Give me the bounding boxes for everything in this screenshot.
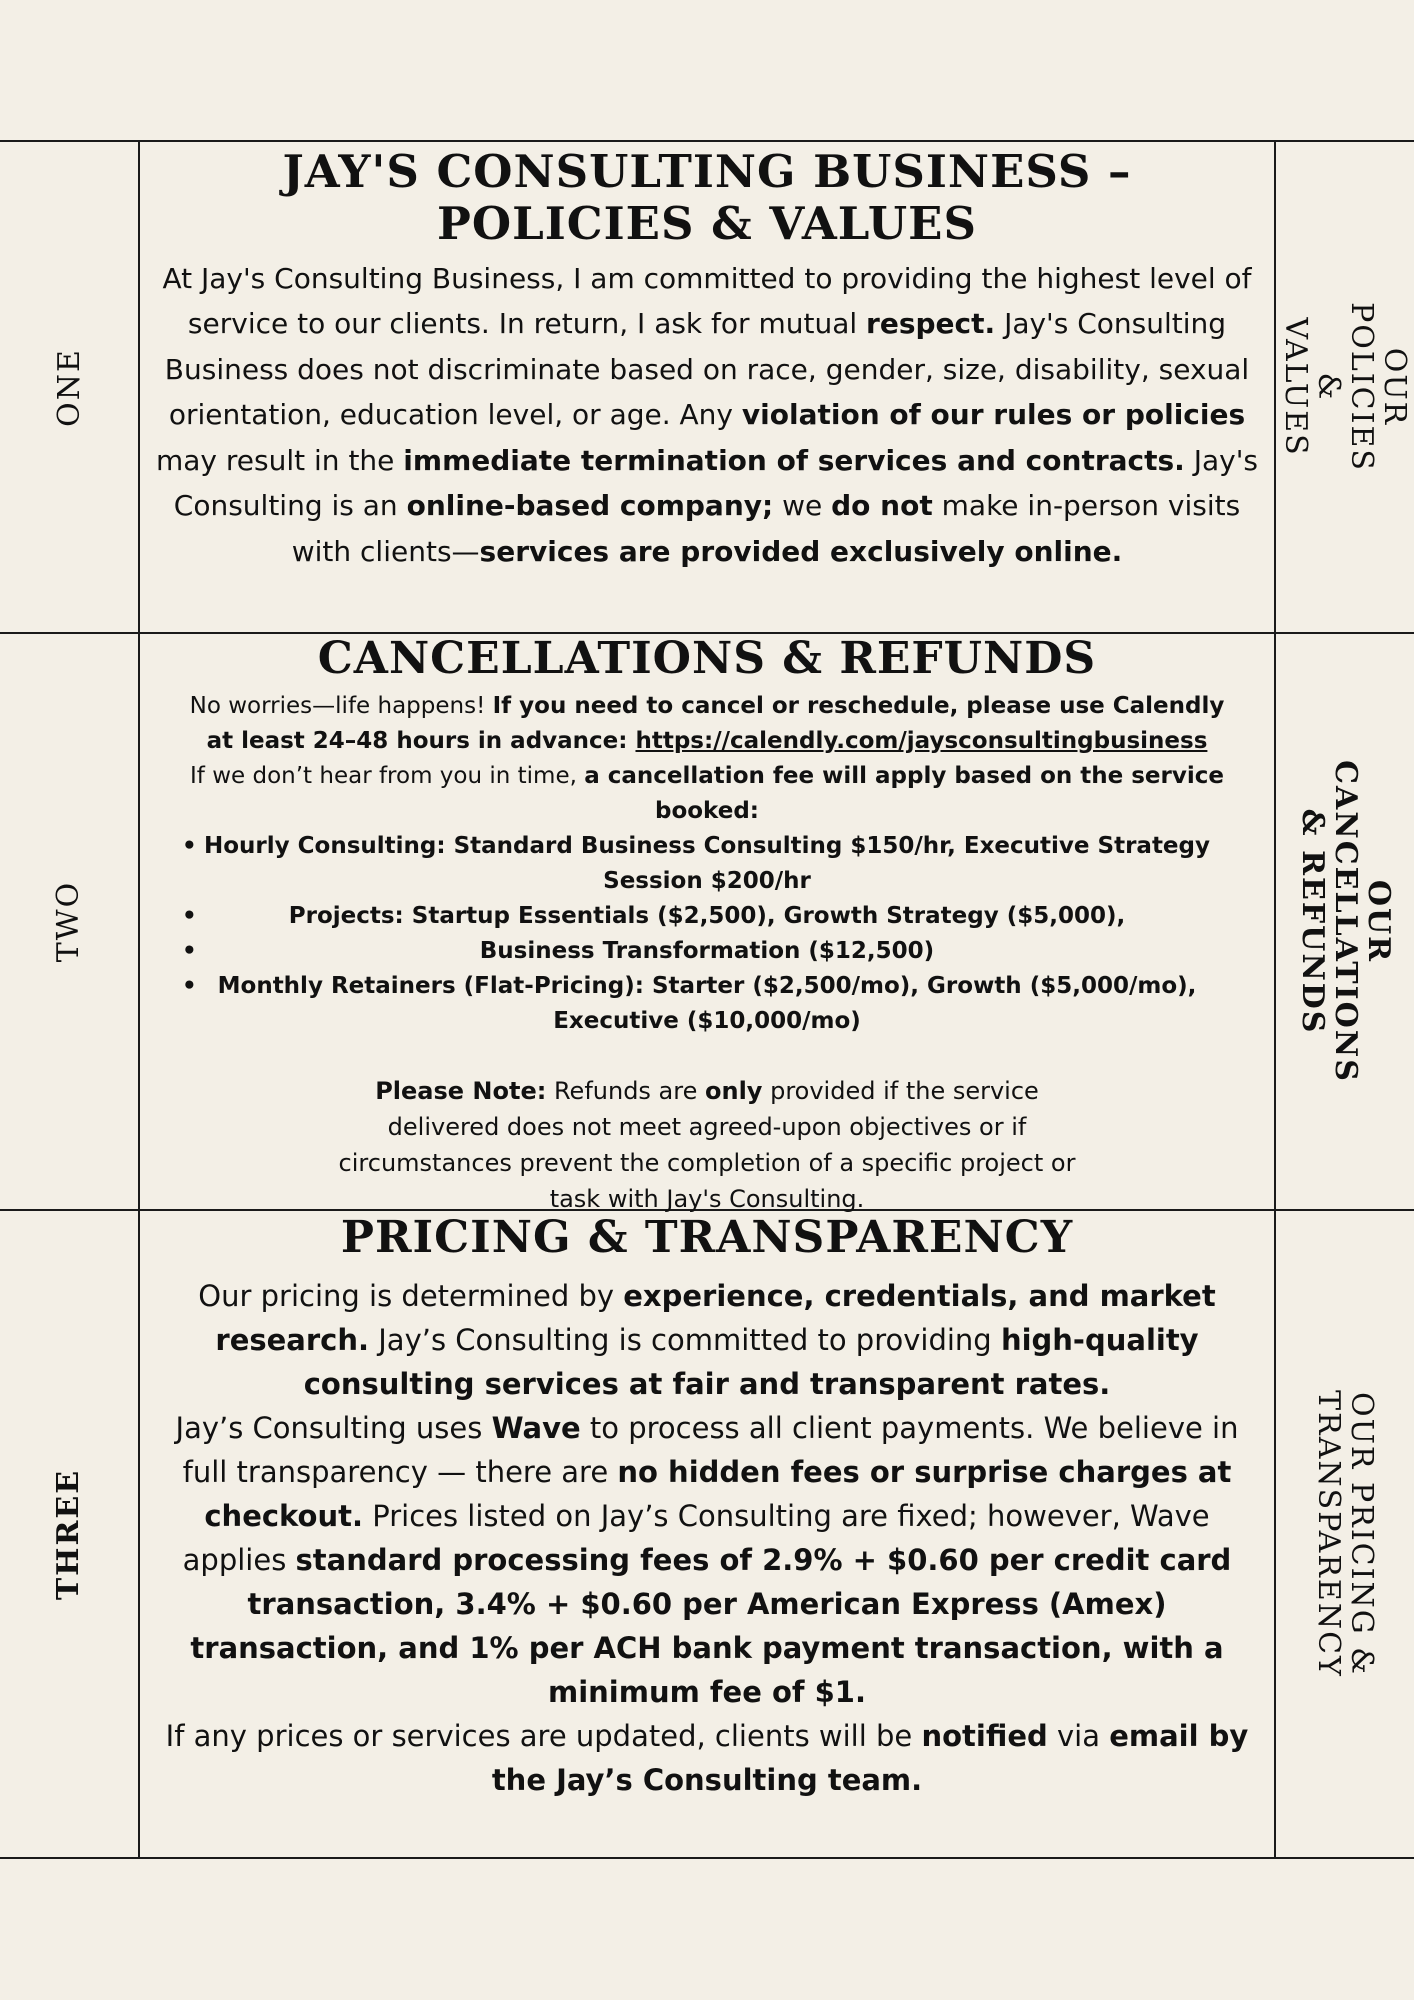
list-item: • Hourly Consulting: Standard Business Consulting $150/hr, Executive Strategy Session $200/hr — [182, 829, 1232, 899]
pricing-paragraph-2: Jay’s Consulting uses Wave to process all client payments. We believe in full transparency — there are no hidden fees or surprise charges at checkout. Prices listed on Jay’s Consulting are fixed; however, Wave applies standard processing fees of 2.9% + $0.60 per credit card transaction, 3.4% + $0.60 per American Express (Amex) transaction, and 1% per ACH bank payment transaction, with a minimum fee of $1. — [175, 1410, 1239, 1709]
list-item: • Monthly Retainers (Flat-Pricing): Starter ($2,500/mo), Growth ($5,000/mo), Executive ($10,000/mo) — [182, 969, 1232, 1039]
pricing-list — [182, 829, 1232, 1039]
section-two-side-label: OUR CANCELLATIONS & REFUNDS — [1294, 760, 1396, 1083]
section-two-side-title — [1276, 634, 1414, 1209]
section-three-side-title — [1276, 1211, 1414, 1857]
refund-note: Please Note: Refunds are only provided if the service delivered does not meet agreed-upon objectives or if circumstances prevent the completion of a specific project or task with Jay's Consulting. — [338, 1076, 1076, 1213]
section-one-side-label: OUR POLICIES & VALUES — [1278, 302, 1413, 472]
pricing-title: PRICING & TRANSPARENCY — [340, 1212, 1074, 1263]
section-three-side-label: OUR PRICING & TRANSPARENCY — [1311, 1390, 1380, 1678]
list-item: • Business Transformation ($12,500) — [182, 934, 1232, 969]
list-item: • Projects: Startup Essentials ($2,500), Growth Strategy ($5,000), — [182, 899, 1232, 934]
pricing-paragraph-3: If any prices or services are updated, clients will be notified via email by the Jay’s Consulting team. — [165, 1718, 1249, 1797]
pricing-paragraph-1: Our pricing is determined by experience, credentials, and market research. Jay’s Consulting is committed to providing high-quality consulting services at fair and transparent rates. — [198, 1278, 1216, 1401]
section-three-label: THREE — [51, 1468, 87, 1600]
section-cancellations-refunds — [142, 633, 1272, 1213]
section-two-number — [0, 634, 138, 1209]
divider-left — [138, 140, 140, 1859]
cancellations-title: CANCELLATIONS & REFUNDS — [317, 633, 1097, 684]
cancellation-intro: No worries—life happens! If you need to cancel or reschedule, please use Calendly at least 24–48 hours in advance: https://calendly.com/jaysconsultingbusiness If we don’t hear from you in time, a cancellation fee will apply based on the service booked: — [189, 692, 1225, 824]
section-two-label: TWO — [51, 880, 87, 963]
calendly-link[interactable]: https://calendly.com/jaysconsultingbusiness — [635, 727, 1208, 754]
section-one-label: ONE — [51, 347, 87, 427]
section-pricing-transparency — [142, 1211, 1272, 1857]
section-policies-values — [142, 142, 1272, 632]
section-one-side-title — [1276, 142, 1414, 632]
section-one-number — [0, 142, 138, 632]
divider-bottom — [0, 1857, 1414, 1859]
page-title: JAY'S CONSULTING BUSINESS – POLICIES & VALUES — [282, 145, 1132, 250]
section-three-number — [0, 1211, 138, 1857]
policies-paragraph: At Jay's Consulting Business, I am committed to providing the highest level of service to our clients. In return, I ask for mutual respect. Jay's Consulting Business does not discriminate based on race, gender, size, disability, sexual orientation, education level, or age. Any violation of our rules or policies may result in the immediate termination of services and contracts. Jay's Consulting is an online-based company; we do not make in-person visits with clients—services are provided exclusively online. — [156, 261, 1258, 568]
